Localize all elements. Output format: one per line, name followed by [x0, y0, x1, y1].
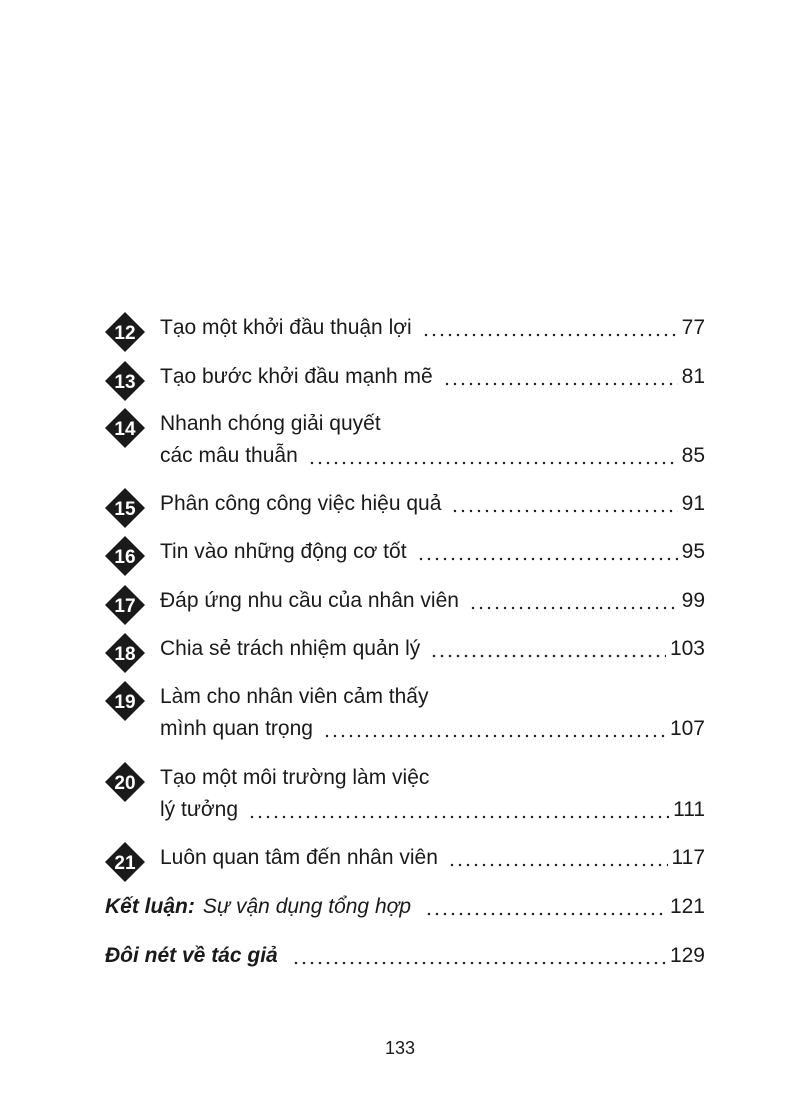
leader-dots	[323, 734, 666, 738]
entry-21-title: Luôn quan tâm đến nhân viên	[160, 846, 438, 869]
leader-dots	[422, 333, 678, 337]
entry-12-page: 77	[681, 316, 705, 339]
chapter-20-badge-icon	[105, 762, 145, 802]
entry-18-row	[160, 633, 705, 665]
conclusion-title: Sự vận dụng tổng hợp	[202, 895, 411, 918]
entry-21-page: 117	[671, 846, 705, 869]
leader-dots	[248, 815, 669, 819]
leader-dots	[430, 654, 666, 658]
chapter-17-badge-icon	[105, 585, 145, 625]
entry-14-page: 85	[681, 444, 705, 467]
entry-18-title: Chia sẻ trách nhiệm quản lý	[160, 637, 421, 660]
about-author-page: 129	[669, 944, 705, 967]
leader-dots	[451, 509, 677, 513]
toc-about-author[interactable]	[105, 940, 705, 972]
chapter-13-number: 13	[114, 372, 136, 393]
chapter-15-badge-icon	[105, 488, 145, 528]
chapter-14-number: 14	[114, 419, 136, 440]
entry-20-title-line1: Tạo một môi trường làm việc	[160, 766, 430, 789]
entry-18-page: 103	[669, 637, 705, 660]
page-number: 133	[384, 1038, 416, 1058]
entry-21-row	[160, 842, 705, 874]
entry-20-row	[160, 794, 705, 826]
chapter-21-badge-icon	[105, 842, 145, 882]
conclusion-label: Kết luận:	[105, 895, 195, 918]
chapter-12-number: 12	[114, 323, 136, 344]
chapter-16-badge-icon	[105, 536, 145, 576]
chapter-19-badge-icon	[105, 681, 145, 721]
leader-dots	[469, 606, 678, 610]
entry-15-page: 91	[681, 492, 705, 515]
entry-15-row	[160, 488, 705, 520]
about-author-title: Đôi nét về tác giả	[105, 944, 278, 967]
entry-19-title-line1: Làm cho nhân viên cảm thấy	[160, 685, 429, 708]
entry-19-row	[160, 713, 705, 745]
chapter-18-badge-icon	[105, 633, 145, 673]
entry-20-title: lý tưởng	[160, 798, 239, 821]
entry-13-title: Tạo bước khởi đầu mạnh mẽ	[160, 365, 433, 388]
entry-14-title-line1: Nhanh chóng giải quyết	[160, 412, 381, 435]
entry-16-title: Tin vào những động cơ tốt	[160, 540, 407, 563]
leader-dots	[417, 557, 678, 561]
chapter-20-number: 20	[114, 773, 136, 794]
entry-14-title: các mâu thuẫn	[160, 444, 298, 467]
leader-dots	[443, 382, 678, 386]
leader-dots	[308, 461, 678, 465]
leader-dots	[425, 912, 666, 916]
leader-dots	[292, 961, 666, 965]
entry-12-title: Tạo một khởi đầu thuận lợi	[160, 316, 412, 339]
chapter-19-number: 19	[114, 692, 136, 713]
entry-17-row	[160, 585, 705, 617]
entry-20-page: 111	[673, 798, 705, 821]
entry-13-row	[160, 361, 705, 393]
entry-16-row	[160, 536, 705, 568]
entry-16-page: 95	[681, 540, 705, 563]
toc-conclusion[interactable]	[105, 891, 705, 923]
entry-14-row	[160, 440, 705, 472]
entry-19-page: 107	[669, 717, 705, 740]
entry-17-title: Đáp ứng nhu cầu của nhân viên	[160, 589, 459, 612]
chapter-15-number: 15	[114, 499, 136, 520]
conclusion-page: 121	[669, 895, 705, 918]
entry-12-row	[160, 312, 705, 344]
entry-17-page: 99	[681, 589, 705, 612]
entry-15-title: Phân công công việc hiệu quả	[160, 492, 442, 515]
chapter-18-number: 18	[114, 644, 136, 665]
leader-dots	[448, 863, 668, 867]
chapter-12-badge-icon	[105, 312, 145, 352]
entry-13-page: 81	[681, 365, 705, 388]
entry-19-title: mình quan trọng	[160, 717, 313, 740]
chapter-21-number: 21	[114, 853, 136, 874]
chapter-16-number: 16	[114, 547, 136, 568]
chapter-14-badge-icon	[105, 408, 145, 448]
chapter-17-number: 17	[114, 596, 136, 617]
chapter-13-badge-icon	[105, 361, 145, 401]
